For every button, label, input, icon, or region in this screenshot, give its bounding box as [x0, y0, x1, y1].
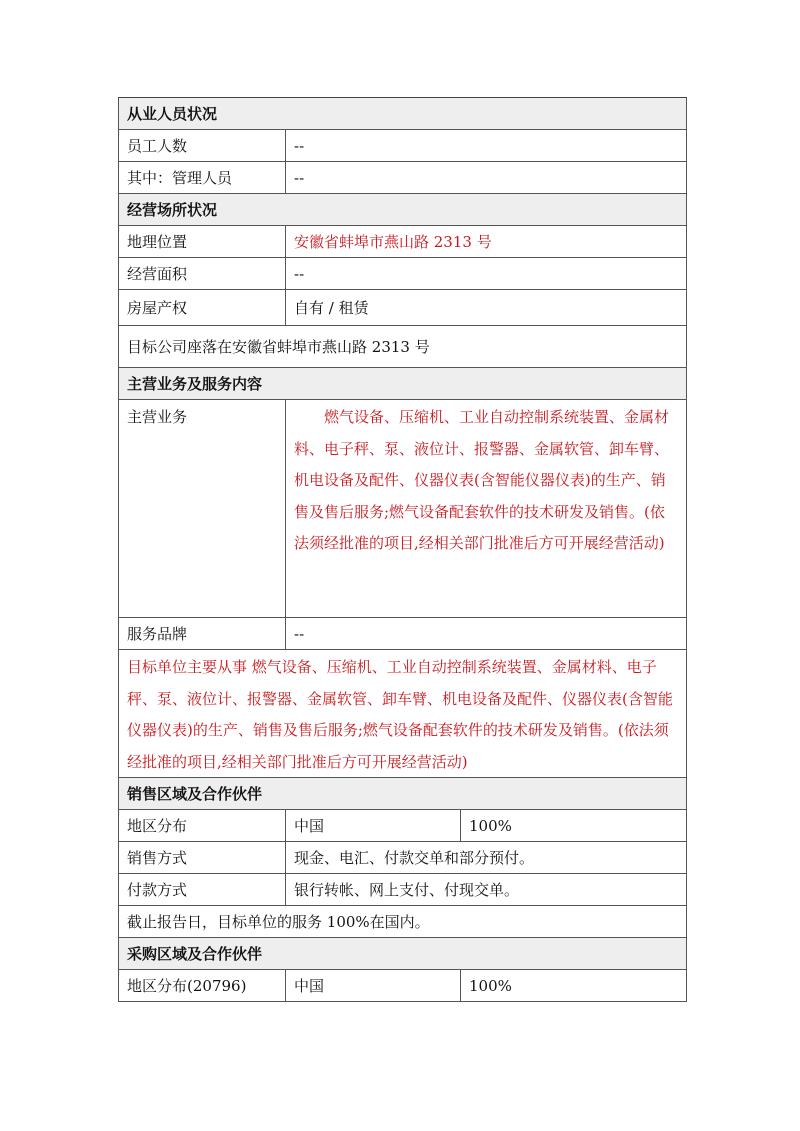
managers-value: --	[294, 168, 305, 187]
section-title: 主营业务及服务内容	[127, 375, 263, 393]
sales-region-value: 中国	[286, 810, 461, 841]
purchase-region-pct: 100%	[469, 976, 512, 995]
section-title: 经营场所状况	[127, 201, 218, 219]
premises-note: 目标公司座落在安徽省蚌埠市燕山路 2313 号	[127, 338, 430, 356]
payment-method-value: 银行转帐、网上支付、付现交单。	[294, 881, 520, 899]
purchase-region-value: 中国	[286, 970, 461, 1001]
table-row-sales-method	[118, 842, 687, 874]
table-row-area	[118, 258, 687, 290]
company-info-table	[118, 97, 687, 1002]
table-row-sales-region	[118, 810, 687, 842]
sales-note: 截止报告日，目标单位的服务 100%在国内。	[127, 913, 430, 931]
main-business-label: 主营业务	[119, 400, 286, 617]
section-title: 销售区域及合作伙伴	[127, 785, 263, 803]
table-row-location	[118, 226, 687, 258]
sales-method-value: 现金、电汇、付款交单和部分预付。	[294, 849, 535, 867]
table-row-brand	[118, 618, 687, 650]
sales-method-label: 销售方式	[119, 842, 286, 873]
location-label: 地理位置	[119, 226, 286, 257]
employees-value: --	[294, 136, 305, 155]
section-title: 从业人员状况	[127, 105, 218, 123]
section-title: 采购区域及合作伙伴	[127, 945, 263, 963]
table-row-ownership	[118, 290, 687, 326]
section-header-premises	[118, 194, 687, 226]
table-row-premises-note	[118, 326, 687, 368]
brand-value: --	[294, 624, 305, 643]
area-value: --	[294, 264, 305, 283]
location-value: 安徽省蚌埠市燕山路 2313 号	[294, 233, 492, 251]
payment-method-label: 付款方式	[119, 874, 286, 905]
table-row-purchase-region	[118, 970, 687, 1002]
sales-region-label: 地区分布	[119, 810, 286, 841]
ownership-value: 自有 / 租赁	[294, 299, 369, 317]
purchase-region-label: 地区分布(20796)	[119, 970, 286, 1001]
section-header-purchase	[118, 938, 687, 970]
table-row-employees	[118, 130, 687, 162]
section-header-staff	[118, 98, 687, 130]
main-business-value: 燃气设备、压缩机、工业自动控制系统装置、金属材料、电子秤、泵、液位计、报警器、金属软管、卸车臂、机电设备及配件、仪器仪表(含智能仪器仪表)的生产、销售及售后服务;燃气设备配套软件的技术研发及销售。(依法须经批准的项目,经相关部门批准后方可开展经营活动)	[294, 408, 670, 552]
employees-label: 员工人数	[119, 130, 286, 161]
section-header-business	[118, 368, 687, 400]
ownership-label: 房屋产权	[119, 290, 286, 325]
section-header-sales	[118, 778, 687, 810]
managers-label: 其中：管理人员	[119, 162, 286, 193]
business-summary: 目标单位主要从事 燃气设备、压缩机、工业自动控制系统装置、金属材料、电子秤、泵、液位计、报警器、金属软管、卸车臂、机电设备及配件、仪器仪表(含智能仪器仪表)的生产、销售及售后服务;燃气设备配套软件的技术研发及销售。(依法须经批准的项目,经相关部门批准后方可开展经营活动)	[127, 658, 673, 771]
table-row-managers	[118, 162, 687, 194]
table-row-business-summary	[118, 650, 687, 778]
table-row-main-business	[118, 400, 687, 618]
table-row-payment-method	[118, 874, 687, 906]
brand-label: 服务品牌	[119, 618, 286, 649]
table-row-sales-note	[118, 906, 687, 938]
sales-region-pct: 100%	[469, 816, 512, 835]
area-label: 经营面积	[119, 258, 286, 289]
